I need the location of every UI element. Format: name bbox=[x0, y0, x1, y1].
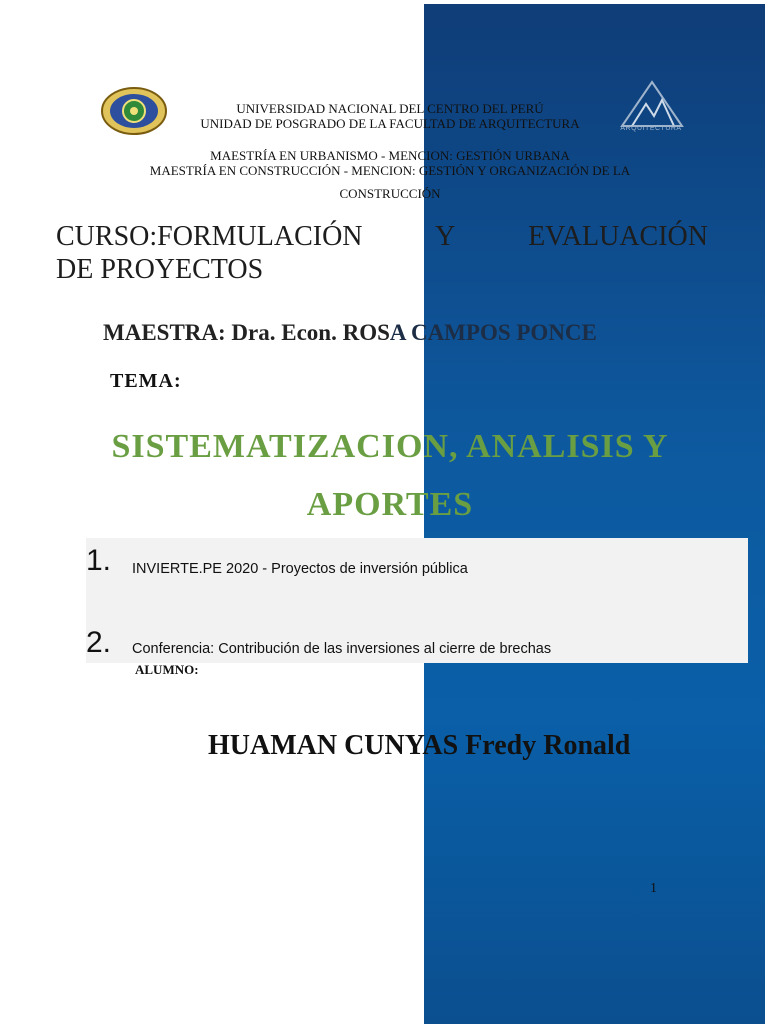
tema-title bbox=[60, 418, 720, 534]
list-item-text: Conferencia: Contribución de las inversiones al cierre de brechas bbox=[132, 641, 552, 657]
course-word-y: Y bbox=[435, 221, 456, 252]
list-item-number: 2. bbox=[86, 626, 112, 659]
program-construccion-cont: CONSTRUCCIÓN bbox=[339, 186, 441, 201]
list-item-text: INVIERTE.PE 2020 - Proyectos de inversión pública bbox=[132, 561, 468, 577]
tema-title-line1: SISTEMATIZACION, ANALISIS Y bbox=[111, 428, 669, 465]
student-name: HUAMAN CUNYAS Fredy Ronald bbox=[208, 730, 631, 761]
teacher-name-rest: A CAMPOS PONCE bbox=[389, 320, 597, 345]
teacher-label: MAESTRA: Dra. Econ. ROS bbox=[103, 320, 390, 345]
topics-list bbox=[86, 538, 748, 663]
tema-title-line2: APORTES bbox=[306, 486, 474, 523]
course-word-formulacion: FORMULACIÓN bbox=[157, 221, 363, 252]
course-title bbox=[56, 220, 708, 286]
student-label: ALUMNO: bbox=[135, 662, 199, 677]
course-word-evaluacion: EVALUACIÓN bbox=[528, 221, 708, 252]
course-label: CURSO: bbox=[56, 221, 158, 252]
course-line2: DE PROYECTOS bbox=[56, 254, 264, 285]
logo-caption: ARQUITECTURA bbox=[620, 125, 682, 132]
university-name: UNIVERSIDAD NACIONAL DEL CENTRO DEL PERÚ bbox=[236, 101, 544, 116]
program-urbanismo: MAESTRÍA EN URBANISMO - MENCION: GESTIÓN URBANA bbox=[210, 148, 570, 163]
tema-label: TEMA: bbox=[110, 370, 182, 392]
unit-name: UNIDAD DE POSGRADO DE LA FACULTAD DE ARQUITECTURA bbox=[200, 116, 580, 131]
teacher-line bbox=[103, 320, 597, 346]
page-number: 1 bbox=[650, 881, 657, 896]
program-construccion: MAESTRÍA EN CONSTRUCCIÓN - MENCION: GESTIÓN Y ORGANIZACIÓN DE LA bbox=[149, 163, 631, 178]
list-item-number: 1. bbox=[86, 544, 112, 577]
